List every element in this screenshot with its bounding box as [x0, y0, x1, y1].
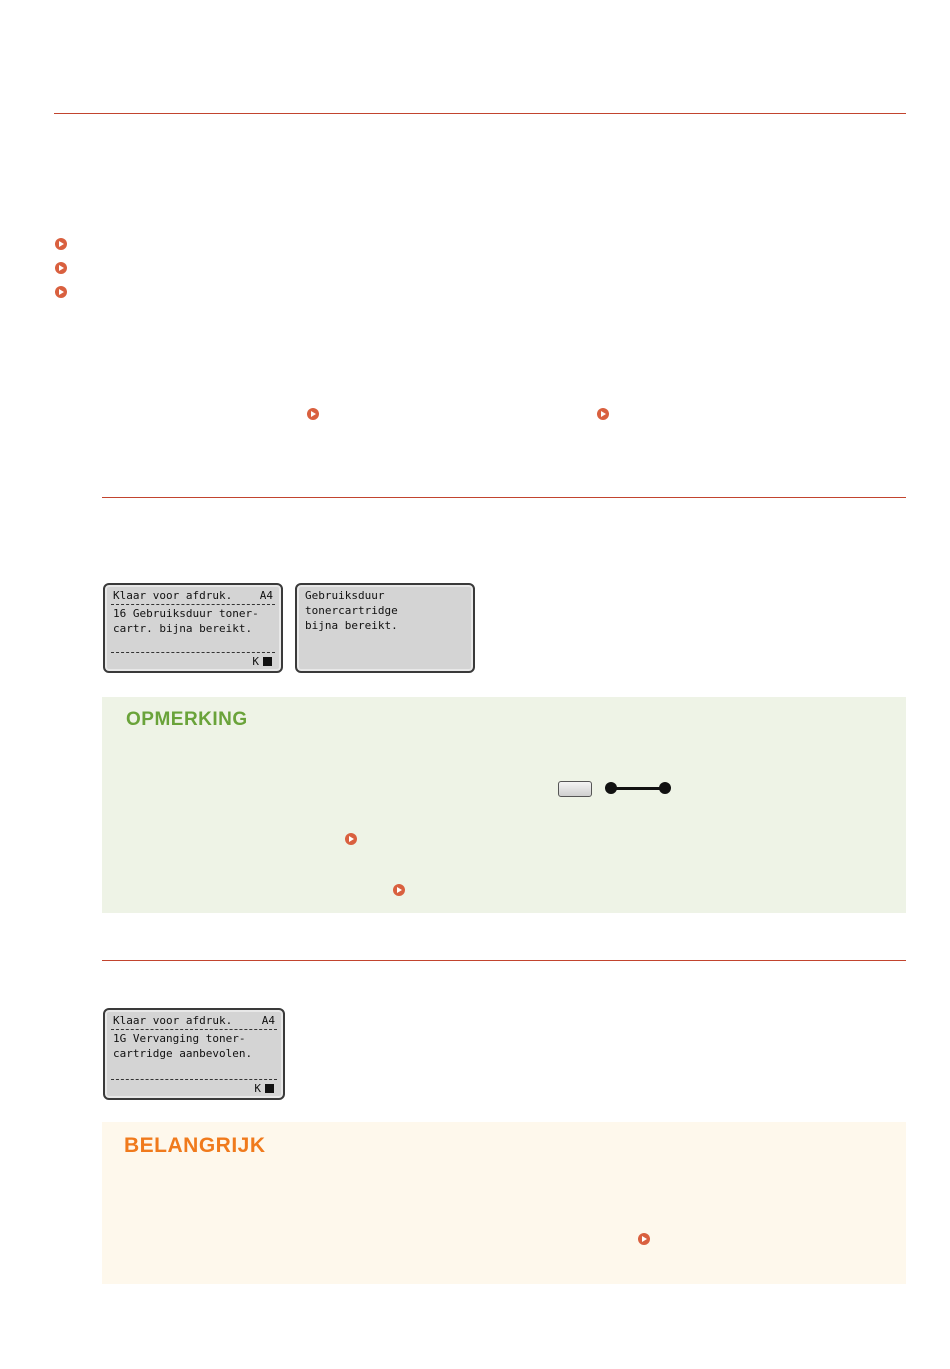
important-title: BELANGRIJK: [124, 1134, 266, 1157]
lcd-divider: [111, 1079, 277, 1080]
lcd-cartridge-label: K: [252, 655, 259, 668]
link-arrow-icon[interactable]: [345, 833, 357, 845]
lcd-popup-line: tonercartridge: [305, 604, 398, 617]
link-arrow-icon[interactable]: [55, 238, 67, 250]
lcd-status-text: Klaar voor afdruk.: [113, 589, 233, 602]
joystick-connector-icon: [614, 787, 662, 790]
lcd-display-main: [103, 583, 283, 673]
lcd-divider: [111, 652, 275, 653]
lcd-message-line: 1G Vervanging toner-: [113, 1032, 246, 1045]
link-arrow-icon[interactable]: [597, 408, 609, 420]
note-box: [102, 697, 906, 913]
lcd-popup-line: Gebruiksduur: [305, 589, 385, 602]
lcd-paper-size: A4: [259, 589, 273, 602]
top-divider: [54, 113, 906, 114]
lcd-message-line: 16 Gebruiksduur toner-: [113, 607, 259, 620]
lcd-display-replace: [103, 1008, 285, 1100]
note-title: OPMERKING: [126, 709, 248, 730]
link-arrow-icon[interactable]: [55, 286, 67, 298]
lcd-popup-line: bijna bereikt.: [305, 619, 398, 632]
link-arrow-icon[interactable]: [393, 884, 405, 896]
lcd-paper-size: A4: [261, 1014, 275, 1027]
toner-level-icon: [265, 1084, 274, 1093]
lcd-cartridge-label: K: [254, 1082, 261, 1095]
link-arrow-icon[interactable]: [55, 262, 67, 274]
joystick-connector-icon: [659, 782, 671, 794]
section-divider: [102, 497, 906, 498]
key-button-icon: [558, 781, 592, 797]
section-divider: [102, 960, 906, 961]
lcd-divider: [111, 604, 275, 605]
link-arrow-icon[interactable]: [638, 1233, 650, 1245]
important-box: [102, 1122, 906, 1284]
lcd-message-line: cartr. bijna bereikt.: [113, 622, 253, 635]
lcd-divider: [111, 1029, 277, 1030]
lcd-display-popup: [295, 583, 475, 673]
lcd-status-text: Klaar voor afdruk.: [113, 1014, 233, 1027]
link-arrow-icon[interactable]: [307, 408, 319, 420]
toner-level-icon: [263, 657, 272, 666]
lcd-message-line: cartridge aanbevolen.: [113, 1047, 253, 1060]
